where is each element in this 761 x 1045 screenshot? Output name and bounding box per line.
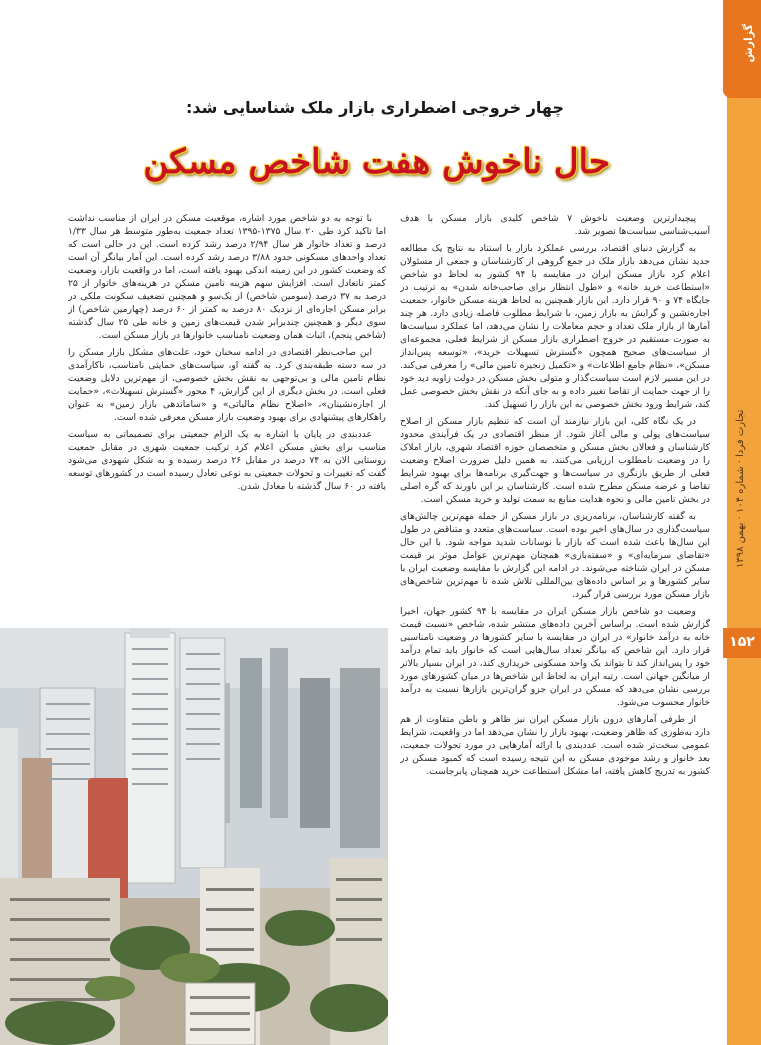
body-column-left <box>68 212 386 622</box>
paragraph: به گفته کارشناسان، برنامه‌ریزی در بازار مسکن از جمله مهم‌ترین چالش‌های سیاست‌گذاری در سال‌های اخیر بوده است. سیاست‌های متعدد و متناقض در طول این سال‌ها باعث شده است که بازار با نوسانات شدید مواجه شود. با این حال «تقاضای سرمایه‌ای» و «سفته‌بازی» همچنان مهم‌ترین عوامل موثر بر قیمت مسکن در ایران شناخته می‌شوند. در ادامه این گزارش با مقایسه وضعیت ایران با سایر کشورها و بر اساس داده‌های بین‌المللی تلاش شده تا مهم‌ترین شاخص‌های بازار مسکن مورد بررسی قرار گیرد. <box>400 511 710 600</box>
paragraph: پیچیدارترین وضعیت ناخوش ۷ شاخص کلیدی بازار مسکن با هدف آسیب‌شناسی سیاست‌ها تصویر شد. <box>400 213 710 237</box>
paragraph: این صاحب‌نظر اقتصادی در ادامه سخنان خود، علت‌های مشکل بازار مسکن را در سه دسته طبقه‌بندی کرد. به گفته او، سیاست‌های حمایتی نامناسب، ناکارآمدی نظام تامین مالی و بی‌توجهی به نقش بخش خصوصی، از مهم‌ترین دلایل وضعیت فعلی است. در بخش دیگری از این گزارش، ۴ محور «گسترش تسهیلات»، «حمایت از اجاره‌نشینان»، «اصلاح نظام مالیاتی» و «ساماندهی بازار زمین» به عنوان راهکارهای پیشنهادی برای بهبود وضعیت بازار مسکن معرفی شده است. <box>68 347 386 423</box>
section-label: گزارش <box>742 24 755 63</box>
paragraph: با توجه به دو شاخص مورد اشاره، موقعیت مسکن در ایران از مناسب نداشت اما تاکید کرد طی ۲۰ سال ۱۳۷۵-۱۳۹۵ تعداد جمعیت به‌طور متوسط هر سال ۱/۳۳ درصد و تعداد خانوار هر سال ۲/۹۴ درصد رشد کرده است. این در حالی است که تعداد واحدهای مسکونی حدود ۳/۸۸ درصد رشد کرده است. این آمار بیانگر آن است که وضعیت کشور در این زمینه اندکی بهبود یافته است، اما در واقعیت بازار، وضعیت کمتر ناتعادل است. افزایش سهم هزینه تامین مسکن در هزینه‌های خانوار از ۲۵ درصد به ۳۷ درصد (سومین شاخص) از یک‌سو و همچنین تضعیف سکونت ملکی در برابر مسکن اجاره‌ای از نزدیک ۸۰ درصد به کمتر از ۶۰ درصد (چهارمین شاخص) از سوی دیگر و همچنین چندبرابر شدن قیمت‌های زمین و خانه طی ۲۵ سال گذشته (شاخص پنجم)، اثبات همان وضعیت نامناسب خانوارها در بازار مسکن است. <box>68 213 386 341</box>
paragraph: از طرفی آمارهای درون بازار مسکن ایران نیز ظاهر و باطن متفاوت از هم دارد به‌طوری که ظاهر وضعیت، بهبود بازار را نشان می‌دهد اما در واقعیت، شرایط عمومی سخت‌تر شده است. عددبندی با ارائه آمارهایی در مورد تحولات جمعیت، بعد خانوار و رشد موجودی مسکن به این نتیجه رسیده است که کمبود مسکن در کشور به تدریج کاهش یافته، اما مشکل استطاعت خرید همچنان پابرجاست. <box>400 714 710 777</box>
paragraph: به گزارش دنیای اقتصاد، بررسی عملکرد بازار با استناد به نتایج یک مطالعه جدید نشان می‌دهد بازار ملک در جمع گروهی از کارشناسان و جمعی از مسئولان اعلام کرد بازار مسکن ایران در مقایسه با ۹۴ کشور به لحاظ دو شاخص «استطاعت خرید خانه» و «طول انتظار برای صاحب‌خانه شدن» به ترتیب در جایگاه ۷۴ و ۹۰ قرار دارد. این بازار همچنین به لحاظ هزینه مسکن خانوار، جمعیت اجاره‌نشین و گرایش به بازار زمین، با شرایط مطلوب فاصله زیادی دارد. هر چند آمارها از بازار ملک تعداد و حجم معاملات را نشان می‌دهد، اما عملکرد سیاست‌ها به صورت مستقیم در خروج اضطراری بازار مسکن از شرایط فعلی، مجموعه‌ای از سیاست‌های صحیح همچون «گسترش تسهیلات خرید»، «توسعه پس‌انداز مسکن»، «نظام جامع اطلاعات» و «تکمیل زنجیره تامین مالی» را معرفی می‌کند. در این مسیر لازم است سیاست‌گذار و متولی بخش مسکن در دولت زاویه دید خود را از جهت حمایت از تقاضا تغییر داده و به جای آنکه در نقش بخش خصوصی عمل کند، شرایط ورود بخش خصوصی به این بازار را تسهیل کند. <box>400 243 710 410</box>
city-skyline-photo <box>0 628 388 1045</box>
paragraph: عددبندی در پایان با اشاره به یک الزام جمعیتی برای تصمیماتی به سیاست مناسب برای بخش مسکن اعلام کرد ترکیب جمعیت شهری در مقابل جمعیت روستایی الان به ۷۴ درصد در مقابل ۲۶ درصد رسیده و به شکل شهودی می‌شود گفت که تغییرات و تحولات جمعیتی به نوعی تعادل رسیده است در کشورهای توسعه یافته در ۶۰ سال گذشته با معادل شدن. <box>68 429 386 492</box>
running-head: تجارت فردا · شماره ۱۰۴ · بهمن ۱۳۹۸ <box>735 410 746 569</box>
body-column-right <box>400 212 710 1012</box>
headline-title: حال ناخوش هفت شاخص مسکن <box>143 142 610 182</box>
page-number: ۱۵۲ <box>729 634 755 650</box>
headline-kicker: چهار خروجی اضطراری بازار ملک شناسایی شد: <box>185 98 565 117</box>
paragraph: در یک نگاه کلی، این بازار نیازمند آن است که تنظیم بازار مسکن از اصلاح سیاست‌های پولی و مالی آغاز شود. از منظر اقتصادی در یک فرآیندی محدود کارشناسان و فعالان بخش مسکن و متخصصان حوزه اقتصاد شهری، بازار املاک را در وضعیت نامطلوب ارزیابی می‌کنند. به همین دلیل ضرورت اصلاح وضعیت فعلی از طریق بازنگری در سیاست‌ها و جهت‌گیری برنامه‌ها برای بهبود شرایط تقاضا و عرضه مسکن مطرح شده است. کارشناسان بر این باورند که گره اصلی در بخش تامین مالی و نحوه هدایت منابع به سمت تولید و خرید مسکن است. <box>400 416 710 505</box>
paragraph: وضعیت دو شاخص بازار مسکن ایران در مقایسه با ۹۴ کشور جهان، اخیرا گزارش شده است. براساس آخرین داده‌های منتشر شده، شاخص «نسبت قیمت خانه به درآمد خانوار» در ایران در مقایسه با سایر کشورها در وضعیت نامناسبی قرار دارد. این شاخص که بیانگر تعداد سال‌هایی است که خانوار باید تمام درآمد خود را پس‌انداز کند تا بتواند یک واحد مسکونی خریداری کند، در ایران بسیار بالاتر از میانگین جهانی است. رتبه ایران به لحاظ این شاخص‌ها در میان کشورهای مورد بررسی نشان می‌دهد که مسکن در ایران جزو گران‌ترین بازارها نسبت به درآمد خانوار محسوب می‌شود. <box>400 606 710 708</box>
